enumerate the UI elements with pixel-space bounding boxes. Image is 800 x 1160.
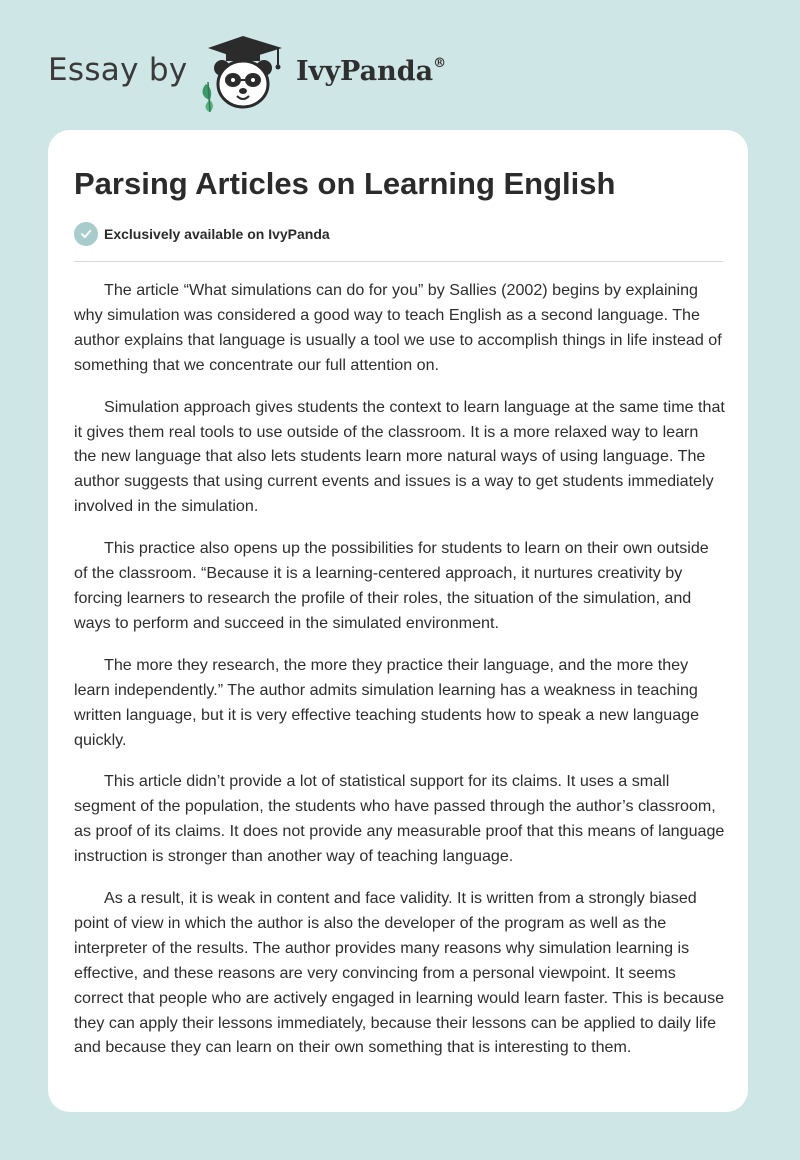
essay-body [74,278,725,1077]
exclusive-badge [74,222,330,246]
essay-by-label: Essay by [48,52,188,88]
paragraph: Simulation approach gives students the context to learn language at the same time that it gives them real tools to use outside of the classroom. It is a more relaxed way to learn the new language that also lets students learn more natural ways of using language. The author suggests that using current events and issues is a way to get students immediately involved in the simulation. [74,397,725,516]
paragraph: As a result, it is weak in content and face validity. It is written from a strongly biased point of view in which the author is also the developer of the program as well as the interpreter of the results. The author provides many reasons why simulation learning is effective, and these reasons are very convincing from a personal viewpoint. It seems correct that people who are actively engaged in learning would learn faster. This is because they can apply their lessons immediately, because their lessons can be applied to daily life and because they can learn on their own something that is interesting to them. [74,889,725,1057]
paragraph: The more they research, the more they practice their language, and the more they learn independently.” The author admits simulation learning has a weakness in teaching written language, but it is very effective teaching students how to speak a new language quickly. [74,655,700,749]
paragraph: This article didn’t provide a lot of statistical support for its claims. It uses a small segment of the population, the students who have passed through the author’s classroom, as proof of its claims. It does not provide any measurable proof that this means of language instruction is stronger than another way of teaching language. [74,772,725,866]
check-circle-icon [74,222,98,246]
brand-name[interactable] [296,56,446,87]
paragraph: The article “What simulations can do for you” by Sallies (2002) begins by explaining why simulation was considered a good way to teach English as a second language. The author explains that language is usually a tool we use to accomplish things in life instead of something that we concentrate our full attention on. [74,281,722,374]
registered-mark: ® [433,56,447,71]
essay-title: Parsing Articles on Learning English [74,166,616,201]
essay-card [48,130,748,1112]
panda-graduate-logo-icon[interactable] [198,34,288,114]
badge-label: Exclusively available on IvyPanda [104,226,330,242]
brand-label: IvyPanda [296,56,434,87]
divider [74,261,723,262]
paragraph: This practice also opens up the possibilities for students to learn on their own outside of the classroom. “Because it is a learning-centered approach, it nurtures creativity by forcing learners to research the profile of their roles, the situation of the simulation, and ways to perform and succeed in the simulated environment. [74,539,709,632]
site-header [0,0,800,130]
